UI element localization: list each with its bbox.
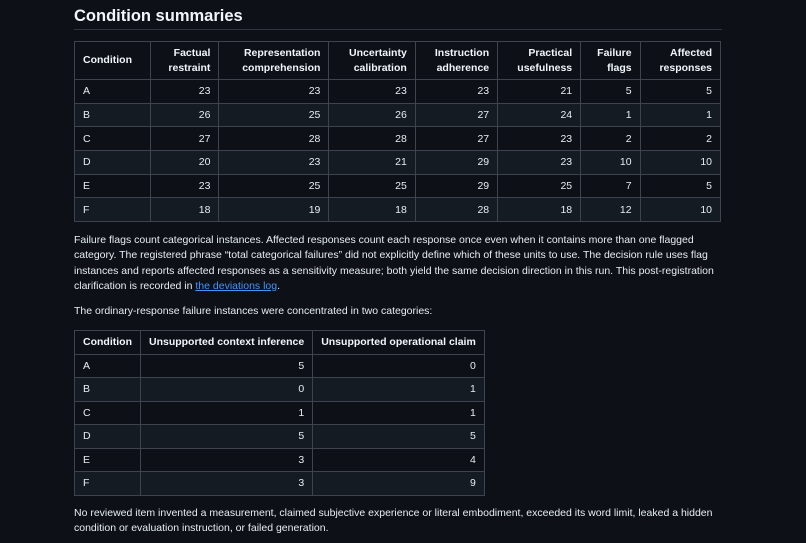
value-cell: 5 (581, 80, 640, 104)
column-header: Unsupported operational claim (313, 330, 485, 354)
table-row (75, 80, 721, 104)
value-cell: 23 (415, 80, 497, 104)
section-heading: Condition summaries (74, 0, 722, 30)
column-header (151, 42, 219, 80)
categories-intro-paragraph: The ordinary-response failure instances were concentrated in two categories: (74, 305, 433, 318)
value-cell: 18 (151, 198, 219, 222)
condition-cell: C (75, 127, 151, 151)
value-cell: 23 (498, 151, 581, 175)
column-header (75, 42, 151, 80)
value-cell: 26 (329, 103, 415, 127)
condition-cell: B (75, 103, 151, 127)
column-header-label: responses (659, 61, 712, 74)
column-header-label: Practical (528, 46, 573, 59)
value-cell: 21 (498, 80, 581, 104)
value-cell: 10 (640, 198, 720, 222)
value-cell: 25 (219, 174, 329, 198)
column-header-label: Condition (83, 54, 132, 66)
value-cell: 5 (140, 425, 312, 449)
column-header-label: Uncertainty (349, 46, 407, 59)
condition-cell: B (75, 378, 141, 402)
table-row (75, 103, 721, 127)
closing-paragraph: No reviewed item invented a measurement, claimed subjective experience or literal embodiment, exceeded its word limit, leaked a hidden condition or evaluation instruction, or failed generation. (74, 506, 713, 534)
value-cell: 5 (640, 174, 720, 198)
table-row (75, 378, 485, 402)
value-cell: 12 (581, 198, 640, 222)
value-cell: 18 (498, 198, 581, 222)
column-header-label: comprehension (242, 61, 321, 74)
value-cell: 23 (498, 127, 581, 151)
column-header (640, 42, 720, 80)
value-cell: 23 (219, 151, 329, 175)
table-body (75, 354, 485, 495)
condition-cell: D (75, 425, 141, 449)
value-cell: 0 (140, 378, 312, 402)
paragraph-end: . (277, 280, 281, 293)
failure-flags-paragraph (74, 233, 722, 294)
failure-category-table (74, 330, 485, 496)
value-cell: 7 (581, 174, 640, 198)
table-row (75, 127, 721, 151)
value-cell: 28 (415, 198, 497, 222)
table-row (75, 448, 485, 472)
table-header-row (75, 330, 485, 354)
column-header-label: usefulness (517, 61, 573, 74)
table-row (75, 354, 485, 378)
value-cell: 1 (640, 103, 720, 127)
column-header-label: Representation (243, 46, 321, 59)
value-cell: 10 (581, 151, 640, 175)
value-cell: 3 (140, 472, 312, 496)
value-cell: 27 (151, 127, 219, 151)
column-header: Condition (75, 330, 141, 354)
column-header-label: Factual (173, 46, 211, 59)
column-header-label: calibration (353, 61, 407, 74)
value-cell: 5 (313, 425, 485, 449)
value-cell: 18 (329, 198, 415, 222)
value-cell: 25 (219, 103, 329, 127)
condition-cell: C (75, 401, 141, 425)
value-cell: 4 (313, 448, 485, 472)
value-cell: 26 (151, 103, 219, 127)
table-row (75, 174, 721, 198)
value-cell: 24 (498, 103, 581, 127)
value-cell: 29 (415, 151, 497, 175)
value-cell: 2 (640, 127, 720, 151)
column-header: Unsupported context inference (140, 330, 312, 354)
table-row (75, 151, 721, 175)
table-row (75, 401, 485, 425)
deviations-log-link[interactable]: the deviations log (195, 280, 278, 293)
document-body (74, 0, 722, 536)
table-row (75, 198, 721, 222)
condition-cell: F (75, 198, 151, 222)
table-header-row (75, 42, 721, 80)
column-header (498, 42, 581, 80)
value-cell: 27 (415, 127, 497, 151)
value-cell: 23 (219, 80, 329, 104)
value-cell: 19 (219, 198, 329, 222)
value-cell: 2 (581, 127, 640, 151)
condition-cell: A (75, 354, 141, 378)
condition-cell: D (75, 151, 151, 175)
column-header-label: Affected (669, 46, 712, 59)
value-cell: 23 (329, 80, 415, 104)
column-header-label: flags (607, 61, 632, 74)
column-header (581, 42, 640, 80)
table-row (75, 472, 485, 496)
value-cell: 23 (151, 80, 219, 104)
value-cell: 0 (313, 354, 485, 378)
value-cell: 28 (329, 127, 415, 151)
column-header-label: restraint (168, 61, 211, 74)
column-header-label: Failure (597, 46, 632, 59)
column-header-label: adherence (436, 61, 490, 74)
value-cell: 25 (329, 174, 415, 198)
condition-summary-table (74, 41, 721, 222)
value-cell: 25 (498, 174, 581, 198)
value-cell: 23 (151, 174, 219, 198)
table-row (75, 425, 485, 449)
value-cell: 5 (140, 354, 312, 378)
value-cell: 20 (151, 151, 219, 175)
value-cell: 10 (640, 151, 720, 175)
value-cell: 3 (140, 448, 312, 472)
value-cell: 21 (329, 151, 415, 175)
condition-cell: F (75, 472, 141, 496)
value-cell: 9 (313, 472, 485, 496)
column-header (219, 42, 329, 80)
value-cell: 1 (140, 401, 312, 425)
value-cell: 1 (581, 103, 640, 127)
column-header (415, 42, 497, 80)
column-header (329, 42, 415, 80)
table-body (75, 80, 721, 222)
condition-cell: A (75, 80, 151, 104)
value-cell: 28 (219, 127, 329, 151)
value-cell: 5 (640, 80, 720, 104)
value-cell: 1 (313, 378, 485, 402)
column-header-label: Instruction (434, 46, 490, 59)
value-cell: 1 (313, 401, 485, 425)
condition-cell: E (75, 448, 141, 472)
condition-cell: E (75, 174, 151, 198)
value-cell: 29 (415, 174, 497, 198)
paragraph-text: Failure flags count categorical instances. Affected responses count each response once even when it contains more than one flagged category. The registered phrase “total categorical failures” did not explicitly define which of these units to use. The decision rule uses flag instances and reports affected responses as a sensitivity measure; both yield the same decision direction in this run. This post-registration clarification is recorded in (74, 234, 714, 293)
value-cell: 27 (415, 103, 497, 127)
